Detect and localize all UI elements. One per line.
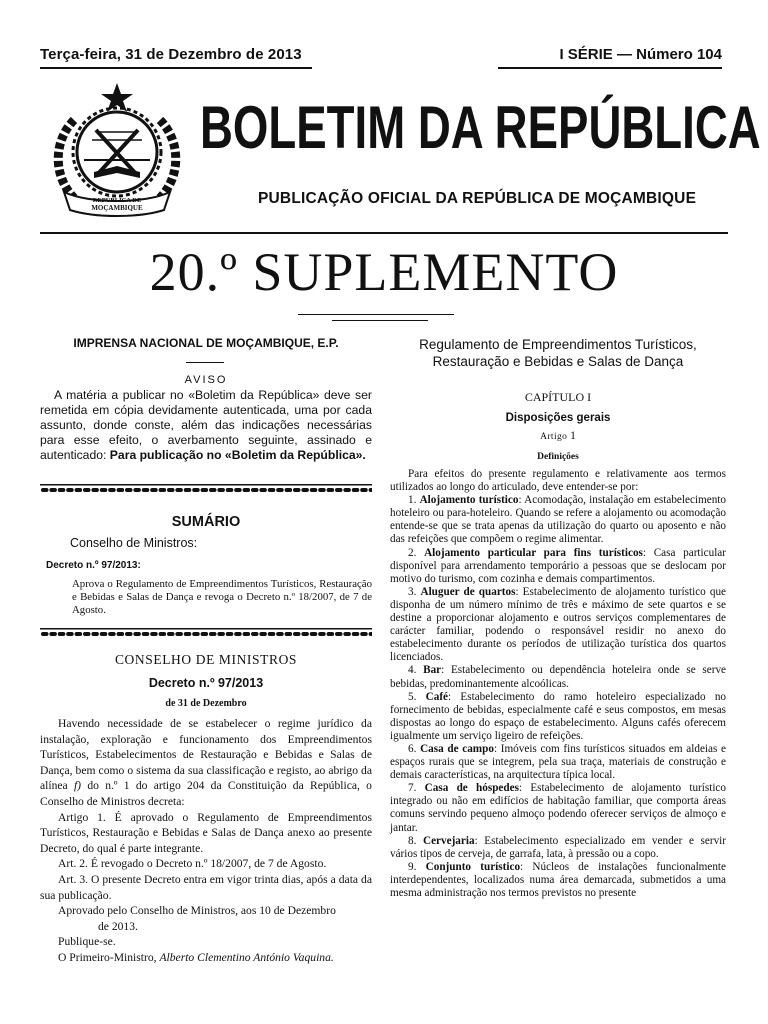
mozambique-coat-of-arms-icon: [44, 80, 190, 220]
definition-number: 3.: [408, 585, 421, 598]
divider: [186, 362, 224, 363]
header-rule: [40, 232, 728, 234]
definition-number: 1.: [408, 494, 420, 507]
approval-date: de 2013.: [98, 919, 138, 933]
definition-item: [390, 691, 726, 743]
definition-item: [390, 861, 726, 900]
paragraph-italic: f): [73, 779, 82, 793]
dotted-divider-graphic: [40, 484, 372, 494]
dotted-divider: [40, 484, 372, 494]
definition-item: [390, 547, 726, 586]
definition-text: : Estabelecimento de alojamento turístico que disponha de um número mínimo de três e máximo de sete quartos e se destine a proporcionar alojamento e outros serviços complementares de carácter familiar, podendo o responsável residir no anexo do estabelecimento durante os períodos de utilização turística dos quartos licenciados.: [390, 585, 727, 664]
definition-number: 2.: [408, 546, 425, 559]
decree-title: Decreto n.º 97/2013: [148, 676, 264, 690]
definition-term: Casa de campo: [420, 742, 494, 755]
council-title: CONSELHO DE MINISTROS: [114, 652, 298, 667]
pm-name: Alberto Clementino António Vaquina.: [159, 950, 334, 964]
definition-term: Casa de hóspedes: [424, 782, 519, 795]
definitions-body: [390, 468, 726, 900]
regulation-title: Regulamento de Empreendimentos Turísticos, Restauração e Bebidas e Salas de Dança: [419, 337, 697, 369]
summary-section: Conselho de Ministros:: [70, 536, 198, 550]
emblem-graphic: [44, 80, 190, 220]
decree-body: [40, 716, 372, 966]
title-rule-short: [332, 320, 428, 321]
definition-term: Cervejaria: [423, 834, 475, 847]
publish-line: Publique-se.: [58, 935, 116, 949]
publisher-name: IMPRENSA NACIONAL DE MOÇAMBIQUE, E.P.: [73, 336, 339, 350]
definition-text: : Casa particular disponível para arrendamento temporário a pessoas que se deslocam por motivo do turismo, com cozinha e demais compartimentos.: [390, 546, 727, 585]
masthead-title: BOLETIM DA REPÚBLICA: [200, 94, 761, 161]
definitions-heading: Definições: [537, 452, 579, 462]
approval-line: Aprovado pelo Conselho de Ministros, aos 10 de Dezembro: [58, 904, 336, 918]
definition-term: Alojamento turístico: [419, 494, 519, 507]
article-1: Artigo 1. É aprovado o Regulamento de Empreendimentos Turísticos, Restauração e Bebidas e Salas de Dança anexo ao presente Decreto, do qual é parte integrante.: [40, 810, 372, 855]
title-rule: [298, 314, 454, 315]
dotted-divider: [40, 628, 372, 638]
definition-text: : Estabelecimento especializado em vender e servir vários tipos de cerveja, de garrafa, lata, à pressão ou a copo.: [390, 834, 727, 860]
pm-prefix: O Primeiro-Ministro,: [58, 950, 160, 964]
definition-text: : Acomodação, instalação em estabelecimento hoteleiro ou para-hoteleiro. Quando se refere a alojamento ou acomodação entende-se que se trata apenas da utilização do quarto ou aposento e não das refeições que compõem o regime alimentar.: [390, 494, 727, 546]
definition-text: : Estabelecimento ou dependência hoteleira onde se serve bebidas, predominantemente alcoólicas.: [390, 664, 727, 690]
definition-number: 5.: [408, 690, 426, 703]
definition-text: : Núcleos de instalações funcionalmente interdependentes, localizados numa área demarcada, submetidos a uma mesma administração nos termos previstos no presente: [390, 860, 727, 899]
article-2: Art. 2. É revogado o Decreto n.º 18/2007, de 7 de Agosto.: [58, 857, 327, 871]
article-word: Artigo: [540, 432, 568, 442]
definition-text: : Estabelecimento de alojamento turístico integrado ou não em edifícios de habitação familiar, que comporta áreas comuns servindo pequeno almoço podendo oferecer serviços de almoço e jantar.: [390, 782, 726, 834]
definition-term: Aluguer de quartos: [420, 585, 516, 598]
definition-item: [390, 782, 726, 834]
prime-minister-line: [40, 950, 372, 966]
decree-paragraph: [40, 716, 372, 810]
summary-title: SUMÁRIO: [171, 514, 241, 530]
aviso-emphasis: Para publicação no «Boletim da República».: [109, 448, 366, 462]
definition-number: 4.: [408, 664, 424, 677]
decree-date: de 31 de Dezembro: [165, 698, 247, 709]
aviso-body: A matéria a publicar no «Boletim da República» deve ser remetida em cópia devidamente autenticada, uma por cada assunto, donde conste, além das indicações necessárias para esse efeito, o averbamento seguinte, assinado e autenticado:: [40, 388, 372, 462]
definitions-intro: Para efeitos do presente regulamento e relativamente aos termos utilizados ao longo do articulado, deve entender-se por:: [390, 468, 726, 494]
definition-term: Bar: [423, 664, 442, 677]
definition-number: 8.: [408, 834, 423, 847]
paragraph-text: Havendo necessidade de se estabelecer o regime jurídico da instalação, exploração e funcionamento dos Empreendimentos Turísticos, Estabelecimentos de Restauração e Bebidas e Salas de Dança, bem como o sistema da sua classificação e registo, ao abrigo da alínea: [40, 717, 372, 793]
definition-item: [390, 664, 726, 690]
definition-term: Alojamento particular para fins turísticos: [424, 546, 643, 559]
definition-term: Conjunto turístico: [425, 860, 521, 873]
header-date: Terça-feira, 31 de Dezembro de 2013: [40, 46, 312, 69]
summary-decree: Decreto n.º 97/2013:: [46, 560, 141, 571]
dotted-divider-graphic: [40, 628, 372, 638]
definition-text: : Imóveis com fins turísticos situados em aldeias e espaços rurais que se integrem, pela sua traça, materiais de construção e demais características, na arquitectura típica local.: [390, 742, 726, 782]
summary-description: Aprova o Regulamento de Empreendimentos Turísticos, Restauração e Bebidas e Salas de Dança e revoga o Decreto n.º 18/2007, de 7 de Agosto.: [72, 578, 372, 616]
definition-number: 6.: [408, 742, 421, 755]
definition-number: 7.: [408, 782, 425, 795]
aviso-text: [40, 388, 372, 463]
masthead-subtitle: PUBLICAÇÃO OFICIAL DA REPÚBLICA DE MOÇAMBIQUE: [258, 190, 697, 207]
header-series-number: I SÉRIE — Número 104: [498, 46, 722, 69]
definition-text: : Estabelecimento do ramo hoteleiro especializado no fornecimento de bebidas, especialmente café e seus compostos, em mesas dispostas ao longo do espaço de estabelecimento. Alguns cafés oferecem igualmente um serviço ligeiro de refeições.: [390, 690, 727, 742]
definition-item: [390, 586, 726, 665]
definition-item: [390, 494, 726, 546]
definition-item: [390, 835, 726, 861]
definition-item: [390, 743, 726, 782]
chapter-subtitle: Disposições gerais: [505, 412, 611, 424]
article-number: 1: [567, 430, 576, 442]
definition-term: Café: [425, 690, 449, 703]
paragraph-text-end: do n.º 1 do artigo 204 da Constituição da República, o Conselho de Ministros decreta:: [40, 779, 372, 808]
article-heading: [390, 430, 726, 442]
svg-text:REPÚBLICA DE: REPÚBLICA DE: [92, 197, 142, 204]
svg-text:MOÇAMBIQUE: MOÇAMBIQUE: [91, 204, 143, 212]
definition-number: 9.: [408, 860, 426, 873]
definitions-list: [390, 494, 726, 900]
aviso-heading: AVISO: [184, 374, 228, 386]
supplement-title: 20.º SUPLEMENTO: [149, 242, 619, 302]
chapter-heading: CAPÍTULO I: [524, 390, 592, 404]
article-3: Art. 3. O presente Decreto entra em vigor trinta dias, após a data da sua publicação.: [40, 872, 372, 902]
